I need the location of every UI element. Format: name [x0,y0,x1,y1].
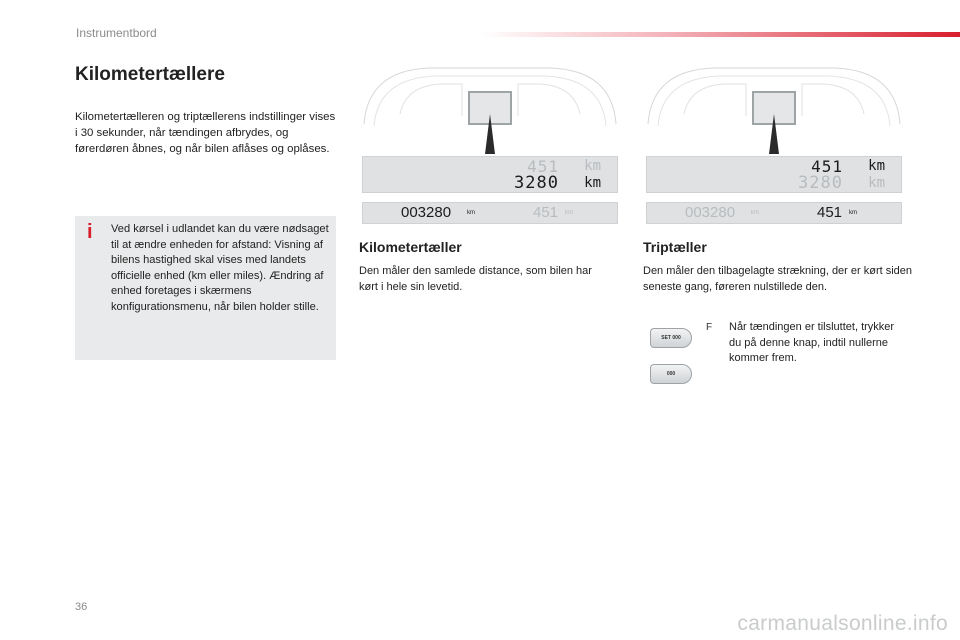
instrument-cluster-illustration-trip [644,64,904,156]
lcd-trip-value: 451 [811,157,843,176]
odometer-text: Den måler den samlede distance, som bilen har kørt i hele sin levetid. [359,265,592,293]
info-box [75,216,336,360]
lcd-odo-unit: km [868,175,885,191]
lcd-trip-unit: km [868,158,885,174]
strip-odo-unit: km [751,210,759,216]
strip-trip-value: 451 [533,204,559,221]
bullet-marker: F [706,322,713,333]
instrument-cluster-illustration-odometer [360,64,620,156]
lcd-trip-value: 451 [527,157,559,176]
section-header: Instrumentbord [76,26,157,40]
page-number: 36 [75,601,88,613]
header-accent-bar [480,32,960,37]
trip-text: Den måler den tilbagelagte strækning, der er kørt siden seneste gang, føreren nulstillede den. [643,265,913,293]
trip-heading: Triptæller [643,239,707,255]
strip-trip-unit: km [849,210,857,216]
trip-reset-instruction: Når tændingen er tilsluttet, trykker du på denne knap, indtil nullerne kommer frem. [729,321,895,364]
lcd-display-trip [646,156,902,193]
intro-paragraph: Kilometertælleren og triptællerens indstillinger vises i 30 sekunder, når tændingen afbrydes, og førerdøren åbnes, og når bilen aflåses og oplåses. [75,111,336,155]
000-button: 000 [650,364,692,384]
strip-trip-value: 451 [817,204,843,221]
strip-trip-unit: km [565,210,573,216]
odometer-heading: Kilometertæller [359,239,462,255]
lcd-odo-value: 3280 [514,173,559,193]
info-icon: i [87,221,93,243]
watermark: carmanualsonline.info [737,612,948,635]
strip-odo-unit: km [467,210,475,216]
page-title: Kilometertællere [75,64,225,85]
lcd-odo-value: 3280 [798,173,843,193]
lcd-trip-unit: km [584,158,601,174]
set-000-button: SET 000 [650,328,692,348]
lcd-odo-unit: km [584,175,601,191]
display-strip-odometer [362,202,618,224]
strip-odo-value: 003280 [401,204,452,221]
strip-odo-value: 003280 [685,204,736,221]
info-text: Ved kørsel i udlandet kan du være nødsaget til at ændre enheden for afstand: Visning af bilens hastighed skal vises med landets officielle enhed (km eller miles). Ændring af enhed foretages i skærmens konfigurationsmenu, når bilen holder stille. [111,223,329,313]
lcd-display-odometer [362,156,618,193]
display-strip-trip [646,202,902,224]
